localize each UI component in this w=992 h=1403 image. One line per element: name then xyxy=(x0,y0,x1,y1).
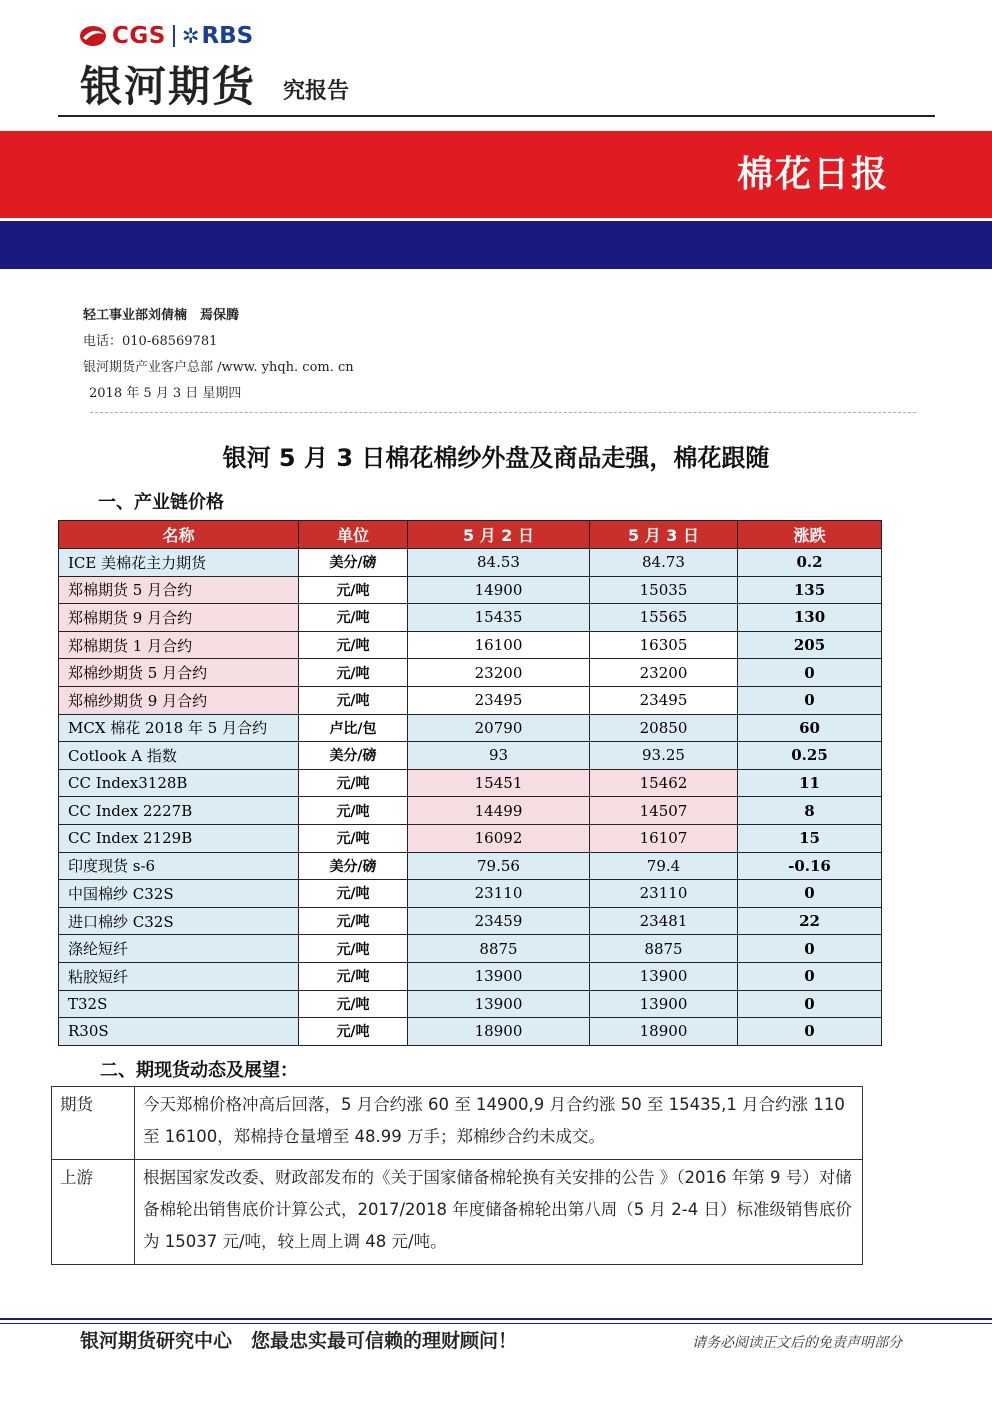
col-header-unit: 单位 xyxy=(299,521,408,549)
footer-slogan: 银河期货研究中心 您最忠实最可信赖的理财顾问！ xyxy=(80,1330,518,1352)
authors: 轻工事业部刘倩楠 焉保腾 xyxy=(83,308,240,323)
price-may2-cell: 13900 xyxy=(408,990,590,1018)
price-name-cell: CC Index 2227B xyxy=(59,797,299,825)
price-name-cell: 郑棉期货 1 月合约 xyxy=(59,631,299,659)
price-unit-cell: 卢比/包 xyxy=(299,714,408,742)
price-name-cell: CC Index3128B xyxy=(59,769,299,797)
price-name-cell: 涤纶短纤 xyxy=(59,935,299,963)
price-may2-cell: 23200 xyxy=(408,659,590,687)
price-unit-cell: 元/吨 xyxy=(299,659,408,687)
price-may2-cell: 8875 xyxy=(408,935,590,963)
price-change-cell: 0 xyxy=(738,935,882,963)
price-may3-cell: 15035 xyxy=(590,576,738,604)
price-unit-cell: 元/吨 xyxy=(299,686,408,714)
price-change-cell: 0 xyxy=(738,990,882,1018)
price-name-cell: 郑棉期货 5 月合约 xyxy=(59,576,299,604)
price-may2-cell: 15435 xyxy=(408,604,590,632)
logo-divider xyxy=(173,25,175,47)
price-unit-cell: 元/吨 xyxy=(299,797,408,825)
price-may3-cell: 84.73 xyxy=(590,549,738,577)
price-unit-cell: 元/吨 xyxy=(299,576,408,604)
price-change-cell: 0 xyxy=(738,880,882,908)
price-may3-cell: 93.25 xyxy=(590,742,738,770)
footer-divider-thin xyxy=(0,1323,992,1324)
dynamics-text: 根据国家发改委、财政部发布的《关于国家储备棉轮换有关安排的公告 》（2016 年第 9 号）对储备棉轮出销售底价计算公式，2017/2018 年度储备棉轮出第八周（5 月 2-4 日）标准级销售底价为 15037 元/吨，较上周上调 48 元/吨。 xyxy=(135,1160,863,1265)
price-may3-cell: 16107 xyxy=(590,824,738,852)
price-name-cell: 粘胶短纤 xyxy=(59,962,299,990)
rbs-daisy-icon: ✲ xyxy=(181,24,200,48)
price-change-cell: 8 xyxy=(738,797,882,825)
price-change-cell: -0.16 xyxy=(738,852,882,880)
price-change-cell: 60 xyxy=(738,714,882,742)
price-row xyxy=(59,659,882,687)
price-may3-cell: 23200 xyxy=(590,659,738,687)
price-name-cell: 郑棉纱期货 9 月合约 xyxy=(59,686,299,714)
price-may3-cell: 18900 xyxy=(590,1018,738,1046)
price-row xyxy=(59,852,882,880)
price-row xyxy=(59,907,882,935)
brand-subtitle: 究报告 xyxy=(283,79,350,104)
dynamics-row-upstream xyxy=(52,1160,863,1265)
price-unit-cell: 元/吨 xyxy=(299,935,408,963)
brand-name: 银河期货 xyxy=(80,62,257,111)
logo-rbs-text: RBS xyxy=(201,23,254,49)
price-name-cell: 中国棉纱 C32S xyxy=(59,880,299,908)
price-row xyxy=(59,769,882,797)
price-name-cell: R30S xyxy=(59,1018,299,1046)
col-header-name: 名称 xyxy=(59,521,299,549)
price-may3-cell: 23495 xyxy=(590,686,738,714)
price-unit-cell: 元/吨 xyxy=(299,769,408,797)
price-name-cell: Cotlook A 指数 xyxy=(59,742,299,770)
price-may2-cell: 13900 xyxy=(408,962,590,990)
price-may2-cell: 14499 xyxy=(408,797,590,825)
price-change-cell: 0 xyxy=(738,659,882,687)
price-unit-cell: 元/吨 xyxy=(299,824,408,852)
price-name-cell: 印度现货 s-6 xyxy=(59,852,299,880)
price-change-cell: 0 xyxy=(738,962,882,990)
logo-cgs-text: CGS xyxy=(112,23,166,49)
footer-disclaimer: 请务必阅读正文后的免责声明部分 xyxy=(692,1335,902,1351)
col-header-may3: 5 月 3 日 xyxy=(590,521,738,549)
price-may2-cell: 18900 xyxy=(408,1018,590,1046)
dynamics-row-futures xyxy=(52,1087,863,1160)
price-may3-cell: 15565 xyxy=(590,604,738,632)
price-row xyxy=(59,604,882,632)
price-row xyxy=(59,631,882,659)
price-table-header xyxy=(59,521,882,549)
col-header-may2: 5 月 2 日 xyxy=(408,521,590,549)
price-table xyxy=(58,520,882,1046)
price-may2-cell: 16092 xyxy=(408,824,590,852)
price-unit-cell: 元/吨 xyxy=(299,990,408,1018)
price-may2-cell: 23110 xyxy=(408,880,590,908)
price-change-cell: 135 xyxy=(738,576,882,604)
price-row xyxy=(59,797,882,825)
price-row xyxy=(59,1018,882,1046)
price-change-cell: 205 xyxy=(738,631,882,659)
price-change-cell: 11 xyxy=(738,769,882,797)
price-change-cell: 0.2 xyxy=(738,549,882,577)
price-may2-cell: 79.56 xyxy=(408,852,590,880)
price-may3-cell: 15462 xyxy=(590,769,738,797)
price-unit-cell: 元/吨 xyxy=(299,1018,408,1046)
dynamics-text: 今天郑棉价格冲高后回落，5 月合约涨 60 至 14900,9 月合约涨 50 至 15435,1 月合约涨 110 至 16100，郑棉持仓量增至 48.99 万手；郑棉纱合约未成交。 xyxy=(135,1087,863,1160)
price-may2-cell: 23459 xyxy=(408,907,590,935)
price-unit-cell: 元/吨 xyxy=(299,962,408,990)
price-row xyxy=(59,935,882,963)
price-row xyxy=(59,880,882,908)
price-may2-cell: 23495 xyxy=(408,686,590,714)
price-change-cell: 22 xyxy=(738,907,882,935)
price-row xyxy=(59,962,882,990)
price-row xyxy=(59,742,882,770)
footer-divider xyxy=(0,1318,992,1320)
price-may2-cell: 84.53 xyxy=(408,549,590,577)
company-logo xyxy=(78,22,253,50)
price-row xyxy=(59,686,882,714)
price-may3-cell: 79.4 xyxy=(590,852,738,880)
phone: 电话：010-68569781 xyxy=(83,334,218,349)
meta-divider xyxy=(90,412,916,413)
banner-title: 棉花日报 xyxy=(736,154,889,195)
price-name-cell: T32S xyxy=(59,990,299,1018)
price-may3-cell: 13900 xyxy=(590,990,738,1018)
section-heading-dynamics: 二、期现货动态及展望： xyxy=(100,1060,298,1081)
price-may3-cell: 20850 xyxy=(590,714,738,742)
price-row xyxy=(59,714,882,742)
price-may3-cell: 23110 xyxy=(590,880,738,908)
price-change-cell: 0 xyxy=(738,686,882,714)
price-row xyxy=(59,990,882,1018)
dynamics-key: 上游 xyxy=(52,1160,135,1265)
price-may3-cell: 23481 xyxy=(590,907,738,935)
price-unit-cell: 元/吨 xyxy=(299,880,408,908)
price-unit-cell: 元/吨 xyxy=(299,631,408,659)
price-name-cell: ICE 美棉花主力期货 xyxy=(59,549,299,577)
price-change-cell: 0 xyxy=(738,1018,882,1046)
price-name-cell: MCX 棉花 2018 年 5 月合约 xyxy=(59,714,299,742)
price-row xyxy=(59,824,882,852)
price-name-cell: 郑棉纱期货 5 月合约 xyxy=(59,659,299,687)
price-name-cell: 进口棉纱 C32S xyxy=(59,907,299,935)
price-unit-cell: 元/吨 xyxy=(299,907,408,935)
price-may2-cell: 16100 xyxy=(408,631,590,659)
header-divider xyxy=(58,115,935,117)
price-row xyxy=(59,549,882,577)
price-change-cell: 0.25 xyxy=(738,742,882,770)
price-unit-cell: 美分/磅 xyxy=(299,742,408,770)
price-name-cell: 郑棉期货 9 月合约 xyxy=(59,604,299,632)
price-may2-cell: 15451 xyxy=(408,769,590,797)
price-unit-cell: 美分/磅 xyxy=(299,549,408,577)
price-may3-cell: 13900 xyxy=(590,962,738,990)
price-may3-cell: 16305 xyxy=(590,631,738,659)
cgs-swirl-icon xyxy=(78,22,108,50)
section-heading-prices: 一、产业链价格 xyxy=(98,492,224,513)
price-row xyxy=(59,576,882,604)
price-may2-cell: 14900 xyxy=(408,576,590,604)
dynamics-table xyxy=(51,1086,863,1265)
blue-banner xyxy=(0,221,992,269)
price-change-cell: 130 xyxy=(738,604,882,632)
dynamics-key: 期货 xyxy=(52,1087,135,1160)
price-may2-cell: 20790 xyxy=(408,714,590,742)
price-name-cell: CC Index 2129B xyxy=(59,824,299,852)
price-unit-cell: 元/吨 xyxy=(299,604,408,632)
price-may2-cell: 93 xyxy=(408,742,590,770)
page-title: 银河 5 月 3 日棉花棉纱外盘及商品走强，棉花跟随 xyxy=(222,444,770,472)
price-may3-cell: 8875 xyxy=(590,935,738,963)
col-header-change: 涨跌 xyxy=(738,521,882,549)
report-date: 2018 年 5 月 3 日 星期四 xyxy=(89,386,242,401)
website: 银河期货产业客户总部 /www. yhqh. com. cn xyxy=(83,360,354,375)
price-change-cell: 15 xyxy=(738,824,882,852)
price-unit-cell: 美分/磅 xyxy=(299,852,408,880)
price-may3-cell: 14507 xyxy=(590,797,738,825)
